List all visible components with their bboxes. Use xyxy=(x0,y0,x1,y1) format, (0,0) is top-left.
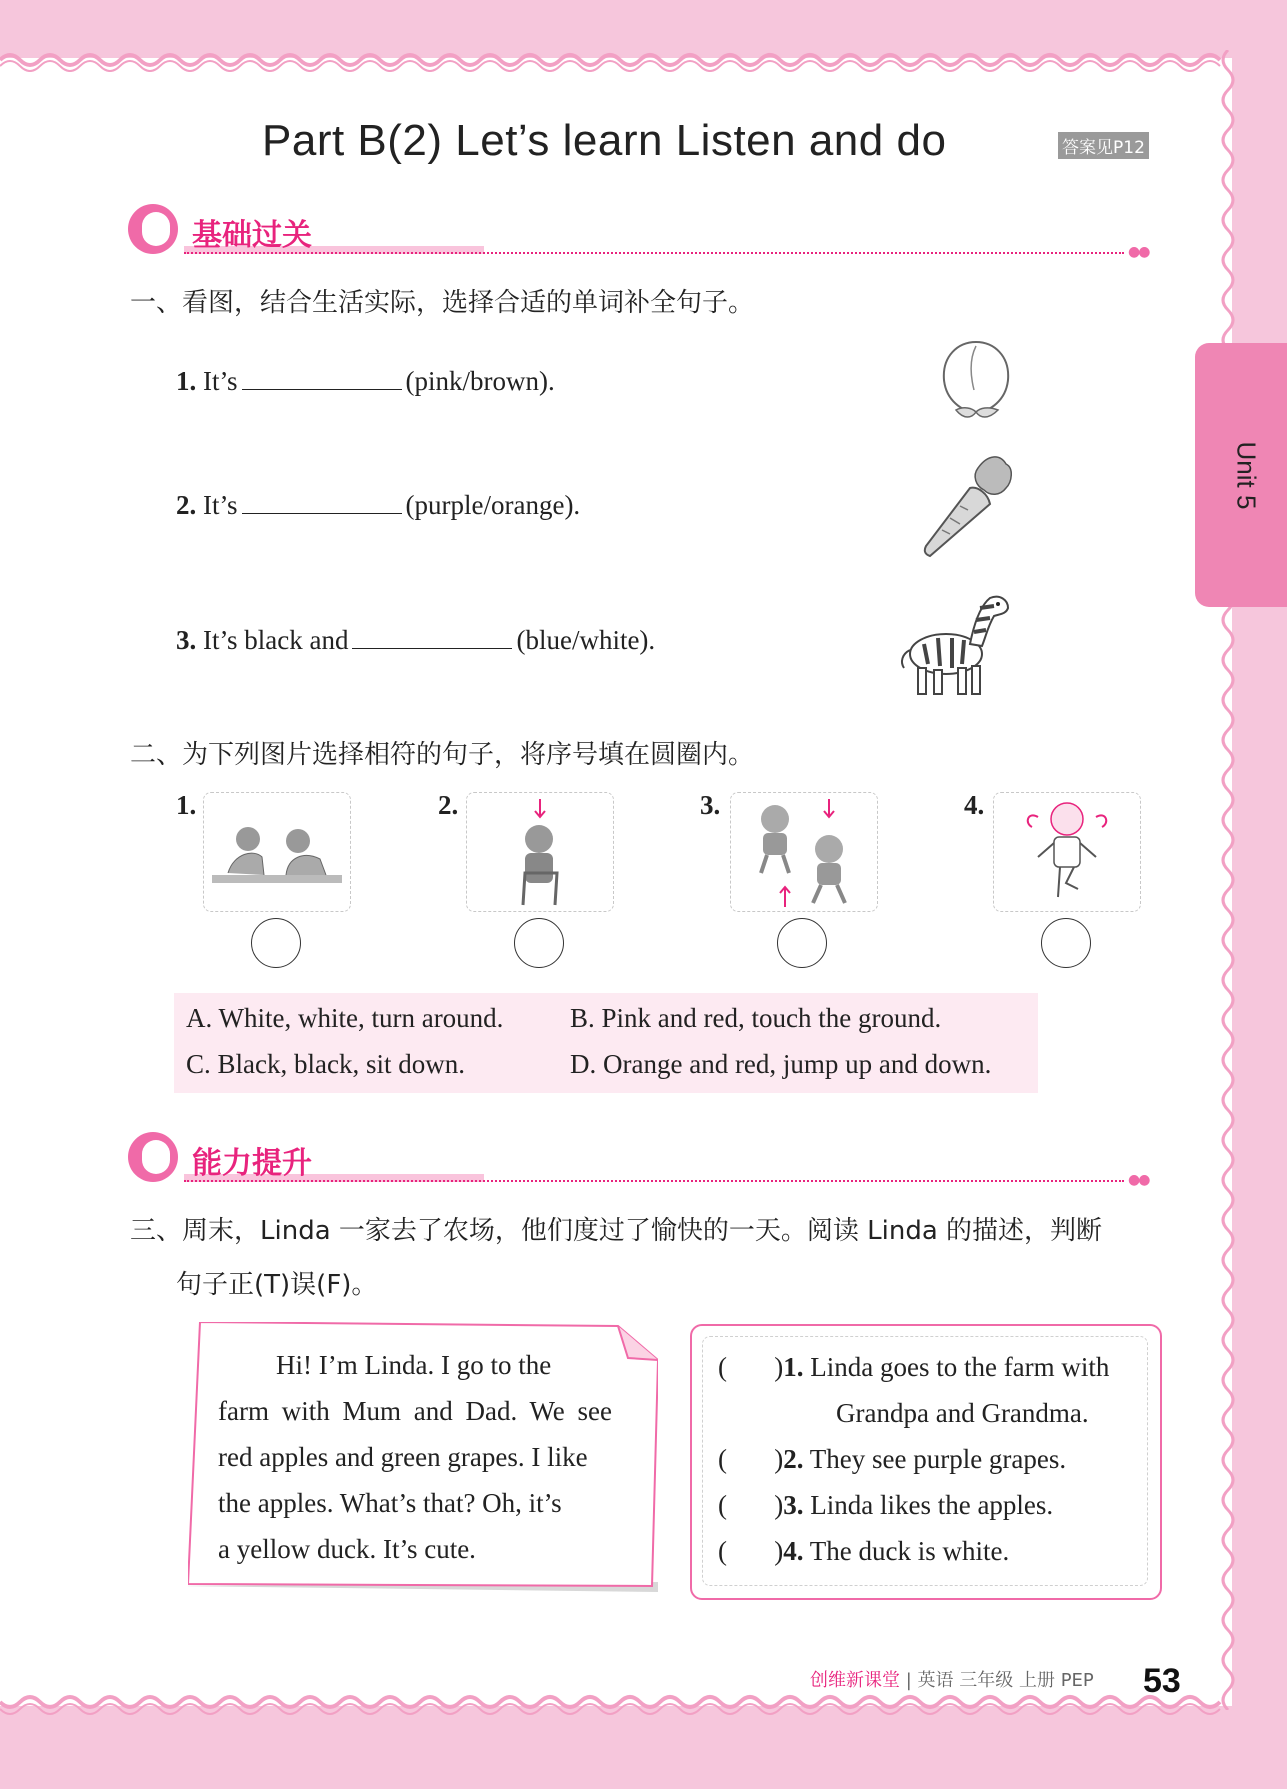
q2-answer-circle-1[interactable] xyxy=(251,918,301,968)
q2-pic-num-1: 1. xyxy=(176,790,197,820)
section-advanced-header xyxy=(128,1132,1168,1188)
option-a: A. White, white, turn around. xyxy=(186,1003,504,1033)
page-number: 53 xyxy=(1143,1662,1181,1700)
tf-answer-slot-4[interactable]: ( ) xyxy=(718,1536,784,1566)
mascot-icon xyxy=(128,204,178,254)
kid-sit-down-icon xyxy=(467,793,613,911)
statement-4: ( )4. The duck is white. xyxy=(718,1536,1010,1566)
q2-picture-frame-2 xyxy=(466,792,614,912)
q2-answer-circle-2[interactable] xyxy=(514,918,564,968)
passage-line-2: farm with Mum and Dad. We see xyxy=(218,1396,612,1426)
section-basic-header xyxy=(128,204,1168,260)
page-title: Part B(2) Let’s learn Listen and do xyxy=(262,116,947,165)
girl-turn-around-icon xyxy=(994,793,1140,911)
option-b: B. Pink and red, touch the ground. xyxy=(570,1003,942,1033)
kids-jump-icon xyxy=(731,793,877,911)
option-c: C. Black, black, sit down. xyxy=(186,1049,465,1079)
footer-book-info: 英语 三年级 上册 PEP xyxy=(917,1670,1094,1691)
q2-picture-frame-3 xyxy=(730,792,878,912)
answer-blank-1[interactable] xyxy=(242,367,402,390)
bottom-wavy-border xyxy=(0,1694,1240,1720)
true-false-box xyxy=(690,1324,1162,1600)
top-wavy-border xyxy=(0,46,1240,72)
passage-line-4: the apples. What’s that? Oh, it’s xyxy=(218,1488,562,1518)
dots-decoration-icon: ●● xyxy=(1128,1172,1149,1188)
statement-1-continued: Grandpa and Grandma. xyxy=(836,1398,1089,1428)
question3-heading-line1: 三、周末，Linda 一家去了农场，他们度过了愉快的一天。阅读 Linda 的描述，判断 xyxy=(130,1216,1103,1246)
footer-info: 创维新课堂 | 英语 三年级 上册 PEP xyxy=(810,1670,1094,1691)
q2-pic-num-3: 3. xyxy=(700,790,721,820)
statement-2: ( )2. They see purple grapes. xyxy=(718,1444,1067,1474)
q1-item-2: 2. It’s (purple/orange). xyxy=(176,490,581,520)
answer-blank-2[interactable] xyxy=(242,491,402,514)
option-d: D. Orange and red, jump up and down. xyxy=(570,1049,992,1079)
dots-decoration-icon: ●● xyxy=(1128,244,1149,260)
q2-picture-frame-4 xyxy=(993,792,1141,912)
q2-picture-frame-1 xyxy=(203,792,351,912)
section-advanced-label: 能力提升 xyxy=(192,1146,312,1181)
passage-note xyxy=(188,1322,658,1594)
tf-answer-slot-2[interactable]: ( ) xyxy=(718,1444,784,1474)
passage-line-3: red apples and green grapes. I like xyxy=(218,1442,588,1472)
unit-tab-label: Unit 5 xyxy=(1231,441,1262,510)
q1-item-1: 1. It’s (pink/brown). xyxy=(176,366,555,396)
kids-touch-ground-icon xyxy=(204,793,350,911)
q1-item-3: 3. It’s black and (blue/white). xyxy=(176,625,656,655)
right-wavy-border xyxy=(1218,50,1242,1710)
statement-1: ( )1. Linda goes to the farm with xyxy=(718,1352,1110,1382)
passage-line-5: a yellow duck. It’s cute. xyxy=(218,1534,476,1564)
peach-icon xyxy=(936,334,1016,428)
q2-pic-num-4: 4. xyxy=(964,790,985,820)
answer-reference: 答案见P12 xyxy=(1058,132,1149,159)
question1-heading: 一、看图，结合生活实际，选择合适的单词补全句子。 xyxy=(130,288,755,318)
q2-options-box xyxy=(174,993,1038,1093)
carrot-icon xyxy=(920,448,1020,558)
q2-answer-circle-4[interactable] xyxy=(1041,918,1091,968)
footer-brand: 创维新课堂 xyxy=(810,1670,900,1691)
q2-answer-circle-3[interactable] xyxy=(777,918,827,968)
tf-answer-slot-1[interactable]: ( ) xyxy=(718,1352,784,1382)
passage-line-1: Hi! I’m Linda. I go to the xyxy=(276,1350,552,1380)
tf-answer-slot-3[interactable]: ( ) xyxy=(718,1490,784,1520)
answer-blank-3[interactable] xyxy=(352,626,512,649)
statement-3: ( )3. Linda likes the apples. xyxy=(718,1490,1054,1520)
question3-heading-line2: 句子正(T)误(F)。 xyxy=(176,1270,378,1300)
mascot-icon xyxy=(128,1132,178,1182)
zebra-icon xyxy=(894,584,1022,700)
question2-heading: 二、为下列图片选择相符的句子，将序号填在圆圈内。 xyxy=(130,740,755,770)
q2-pic-num-2: 2. xyxy=(438,790,459,820)
section-basic-label: 基础过关 xyxy=(192,218,312,253)
